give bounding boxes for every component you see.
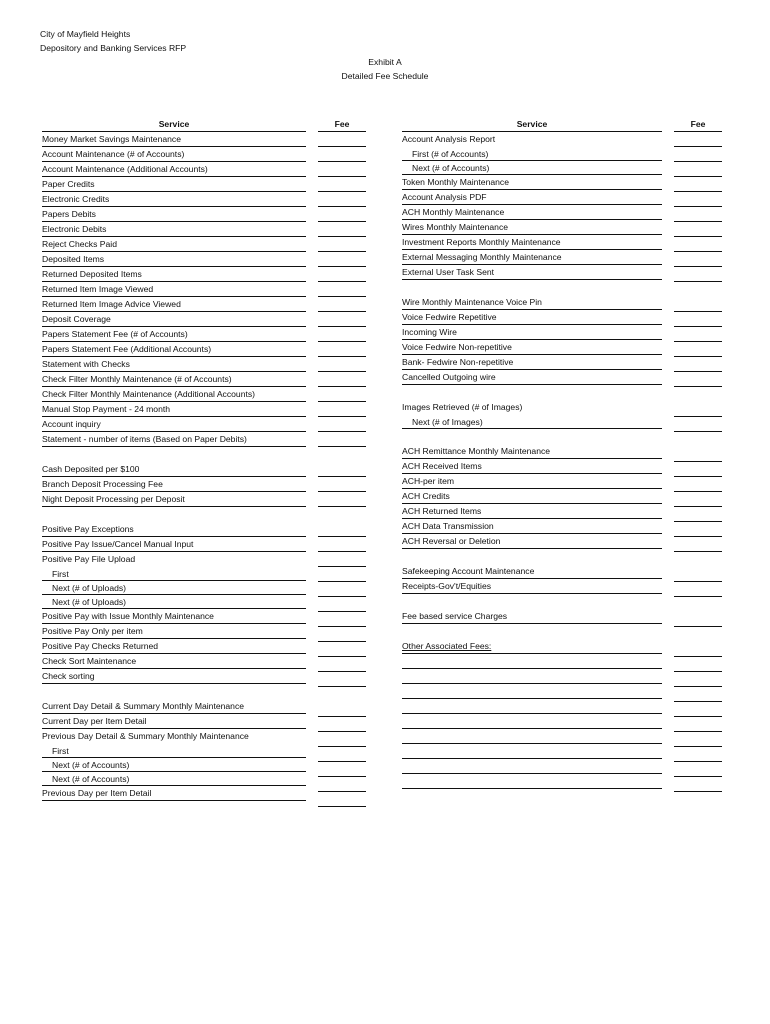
- right-blank-row: [402, 730, 662, 744]
- right-fee-field: [674, 238, 722, 252]
- left-fee-field: [318, 658, 366, 672]
- left-blank-row: [42, 508, 306, 522]
- left-service-row: Positive Pay Checks Returned: [42, 640, 306, 654]
- right-blank-row: [402, 715, 662, 729]
- right-service-row: First (# of Accounts): [402, 148, 662, 161]
- left-fee-field: [318, 703, 366, 717]
- right-service-row: Voice Fedwire Repetitive: [402, 311, 662, 325]
- left-fee-field: [318, 298, 366, 312]
- left-service-row: Check Filter Monthly Maintenance (# of Accounts): [42, 373, 306, 387]
- right-fee-field: [674, 223, 722, 237]
- left-fee-field: [318, 733, 366, 747]
- left-service-row: Money Market Savings Maintenance: [42, 133, 306, 147]
- right-service-row: External Messaging Monthly Maintenance: [402, 251, 662, 265]
- left-fee-field: [318, 238, 366, 252]
- right-fee-header: Fee: [674, 118, 722, 132]
- right-service-row: ACH Data Transmission: [402, 520, 662, 534]
- left-service-row: Next (# of Accounts): [42, 773, 306, 786]
- right-fee-field: [674, 778, 722, 792]
- right-fee-field: [674, 313, 722, 327]
- left-fee-field: [318, 223, 366, 237]
- left-fee-field: [318, 148, 366, 162]
- left-service-header: Service: [42, 118, 306, 132]
- left-service-row: Positive Pay File Upload: [42, 554, 136, 564]
- left-fee-field: [318, 193, 366, 207]
- left-fee-field: [318, 403, 366, 417]
- left-fee-header: Fee: [318, 118, 366, 132]
- left-fee-field: [318, 208, 366, 222]
- right-service-row: Bank- Fedwire Non-repetitive: [402, 356, 662, 370]
- right-fee-field: [674, 403, 722, 417]
- left-fee-field: [318, 328, 366, 342]
- left-fee-field: [318, 793, 366, 807]
- right-fee-field: [674, 163, 722, 177]
- left-service-row: Positive Pay with Issue Monthly Maintenance: [42, 610, 306, 624]
- right-service-row: ACH Credits: [402, 490, 662, 504]
- left-service-row: Electronic Credits: [42, 193, 306, 207]
- right-service-row: Other Associated Fees:: [402, 640, 662, 654]
- left-fee-field: [318, 538, 366, 552]
- right-fee-field: [674, 208, 722, 222]
- right-fee-field: [674, 748, 722, 762]
- left-service-row: Account inquiry: [42, 418, 306, 432]
- right-blank-row: [402, 550, 662, 564]
- right-service-row: Cancelled Outgoing wire: [402, 371, 662, 385]
- right-fee-field: [674, 358, 722, 372]
- right-fee-field: [674, 463, 722, 477]
- left-service-column: [42, 118, 306, 801]
- left-fee-field: [318, 688, 366, 702]
- right-fee-field: [674, 178, 722, 192]
- left-fee-field: [318, 373, 366, 387]
- left-service-row: Branch Deposit Processing Fee: [42, 478, 306, 492]
- right-fee-field: [674, 283, 722, 297]
- right-fee-field: [674, 553, 722, 567]
- right-service-header: Service: [402, 118, 662, 132]
- right-service-row: Wire Monthly Maintenance Voice Pin: [402, 296, 662, 310]
- left-fee-field: [318, 613, 366, 627]
- right-blank-row: [402, 386, 662, 400]
- right-fee-field: [674, 418, 722, 432]
- left-service-row: Statement - number of items (Based on Paper Debits): [42, 433, 306, 447]
- right-fee-field: [674, 433, 722, 447]
- left-service-row: Papers Statement Fee (Additional Accounts): [42, 343, 306, 357]
- right-fee-field: [674, 448, 722, 462]
- left-fee-field: [318, 388, 366, 402]
- left-service-row: Statement with Checks: [42, 358, 306, 372]
- right-service-row: Fee based service Charges: [402, 610, 662, 624]
- right-fee-field: [674, 763, 722, 777]
- left-service-row: Account Maintenance (# of Accounts): [42, 148, 306, 162]
- right-fee-field: [674, 523, 722, 537]
- left-service-row: Next (# of Uploads): [42, 582, 306, 595]
- right-fee-field: [674, 613, 722, 627]
- left-fee-field: [318, 343, 366, 357]
- left-service-row: Night Deposit Processing per Deposit: [42, 493, 306, 507]
- right-fee-field: [674, 193, 722, 207]
- right-fee-field: [674, 673, 722, 687]
- left-fee-field: [318, 358, 366, 372]
- right-blank-row: [402, 430, 662, 444]
- right-service-row: Images Retrieved (# of Images): [402, 402, 523, 412]
- left-fee-field: [318, 778, 366, 792]
- right-blank-row: [402, 670, 662, 684]
- right-blank-row: [402, 595, 662, 609]
- left-service-row: Positive Pay Exceptions: [42, 523, 306, 537]
- left-fee-field: [318, 253, 366, 267]
- right-fee-field: [674, 148, 722, 162]
- left-fee-field: [318, 133, 366, 147]
- left-service-row: Papers Debits: [42, 208, 306, 222]
- left-service-row: Returned Item Image Viewed: [42, 283, 306, 297]
- left-fee-field: [318, 268, 366, 282]
- right-fee-field: [674, 328, 722, 342]
- left-service-row: Current Day Detail & Summary Monthly Maintenance: [42, 700, 306, 714]
- left-service-row: Deposit Coverage: [42, 313, 306, 327]
- left-fee-field: [318, 763, 366, 777]
- left-fee-field: [318, 583, 366, 597]
- left-service-row: Positive Pay Issue/Cancel Manual Input: [42, 538, 306, 552]
- exhibit-label: Exhibit A: [368, 57, 402, 67]
- right-fee-field: [674, 493, 722, 507]
- left-service-row: First: [42, 568, 306, 581]
- right-fee-field: [674, 538, 722, 552]
- left-service-row: Current Day per Item Detail: [42, 715, 306, 729]
- left-service-row: Paper Credits: [42, 178, 306, 192]
- right-blank-row: [402, 655, 662, 669]
- right-fee-field: [674, 268, 722, 282]
- right-service-row: Receipts-Gov't/Equities: [402, 580, 662, 594]
- right-blank-row: [402, 625, 662, 639]
- right-fee-field: [674, 373, 722, 387]
- right-fee-field: [674, 343, 722, 357]
- left-service-row: Next (# of Uploads): [42, 596, 306, 609]
- left-fee-field: [318, 478, 366, 492]
- right-blank-row: [402, 685, 662, 699]
- right-service-row: Next (# of Accounts): [402, 162, 662, 175]
- left-service-row: Deposited Items: [42, 253, 306, 267]
- left-service-row: Check Sort Maintenance: [42, 655, 306, 669]
- left-service-row: Next (# of Accounts): [42, 759, 306, 772]
- right-service-row: Safekeeping Account Maintenance: [402, 565, 662, 579]
- right-service-row: Investment Reports Monthly Maintenance: [402, 236, 662, 250]
- left-service-row: Account Maintenance (Additional Accounts): [42, 163, 306, 177]
- right-fee-field: [674, 598, 722, 612]
- left-fee-field: [318, 418, 366, 432]
- left-fee-field: [318, 433, 366, 447]
- left-fee-column: [318, 118, 366, 807]
- right-fee-field: [674, 508, 722, 522]
- city-name: City of Mayfield Heights: [40, 29, 131, 39]
- right-fee-field: [674, 688, 722, 702]
- right-service-row: Token Monthly Maintenance: [402, 176, 662, 190]
- left-fee-field: [318, 508, 366, 522]
- right-service-row: ACH Monthly Maintenance: [402, 206, 662, 220]
- right-blank-row: [402, 281, 662, 295]
- left-fee-field: [318, 283, 366, 297]
- right-service-row: Next (# of Images): [402, 416, 662, 429]
- left-service-row: Papers Statement Fee (# of Accounts): [42, 328, 306, 342]
- right-service-row: Incoming Wire: [402, 326, 662, 340]
- left-fee-field: [318, 163, 366, 177]
- left-service-row: Check sorting: [42, 670, 306, 684]
- left-fee-field: [318, 643, 366, 657]
- left-fee-field: [318, 673, 366, 687]
- right-fee-field: [674, 133, 722, 147]
- left-service-row: First: [42, 745, 306, 758]
- right-fee-field: [674, 733, 722, 747]
- right-service-row: ACH Received Items: [402, 460, 662, 474]
- right-service-row: ACH Reversal or Deletion: [402, 535, 662, 549]
- schedule-title: Detailed Fee Schedule: [341, 71, 429, 81]
- right-service-row: ACH Returned Items: [402, 505, 662, 519]
- right-fee-field: [674, 643, 722, 657]
- left-service-row: Check Filter Monthly Maintenance (Additional Accounts): [42, 388, 306, 402]
- left-service-row: Returned Deposited Items: [42, 268, 306, 282]
- right-fee-field: [674, 658, 722, 672]
- right-blank-row: [402, 700, 662, 714]
- right-blank-row: [402, 745, 662, 759]
- left-service-row: Manual Stop Payment - 24 month: [42, 403, 306, 417]
- right-service-row: ACH-per item: [402, 475, 662, 489]
- left-blank-row: [42, 448, 306, 462]
- rfp-title: Depository and Banking Services RFP: [40, 43, 187, 53]
- left-fee-field: [318, 463, 366, 477]
- left-fee-field: [318, 493, 366, 507]
- right-service-row: Account Analysis PDF: [402, 191, 662, 205]
- left-fee-field: [318, 553, 366, 567]
- left-fee-field: [318, 718, 366, 732]
- right-fee-field: [674, 388, 722, 402]
- left-blank-row: [42, 685, 306, 699]
- left-fee-field: [318, 313, 366, 327]
- left-service-row: Previous Day Detail & Summary Monthly Maintenance: [42, 731, 249, 741]
- right-service-row: Wires Monthly Maintenance: [402, 221, 662, 235]
- right-service-column: [402, 118, 662, 789]
- left-service-row: Cash Deposited per $100: [42, 463, 306, 477]
- left-fee-field: [318, 598, 366, 612]
- right-service-row: External User Task Sent: [402, 266, 662, 280]
- left-fee-field: [318, 628, 366, 642]
- left-fee-field: [318, 178, 366, 192]
- right-fee-column: [674, 118, 722, 792]
- right-blank-row: [402, 760, 662, 774]
- left-service-row: Previous Day per Item Detail: [42, 787, 306, 801]
- right-fee-field: [674, 298, 722, 312]
- right-fee-field: [674, 583, 722, 597]
- right-fee-field: [674, 478, 722, 492]
- left-fee-field: [318, 448, 366, 462]
- right-fee-field: [674, 703, 722, 717]
- right-service-row: Voice Fedwire Non-repetitive: [402, 341, 662, 355]
- right-fee-field: [674, 253, 722, 267]
- right-service-row: ACH Remittance Monthly Maintenance: [402, 445, 662, 459]
- right-fee-field: [674, 628, 722, 642]
- right-fee-field: [674, 718, 722, 732]
- left-fee-field: [318, 523, 366, 537]
- right-fee-field: [674, 568, 722, 582]
- right-blank-row: [402, 775, 662, 789]
- left-service-row: Returned Item Image Advice Viewed: [42, 298, 306, 312]
- left-service-row: Reject Checks Paid: [42, 238, 306, 252]
- left-service-row: Positive Pay Only per item: [42, 625, 306, 639]
- right-service-row: Account Analysis Report: [402, 134, 496, 144]
- left-service-row: Electronic Debits: [42, 223, 306, 237]
- left-fee-field: [318, 568, 366, 582]
- left-fee-field: [318, 748, 366, 762]
